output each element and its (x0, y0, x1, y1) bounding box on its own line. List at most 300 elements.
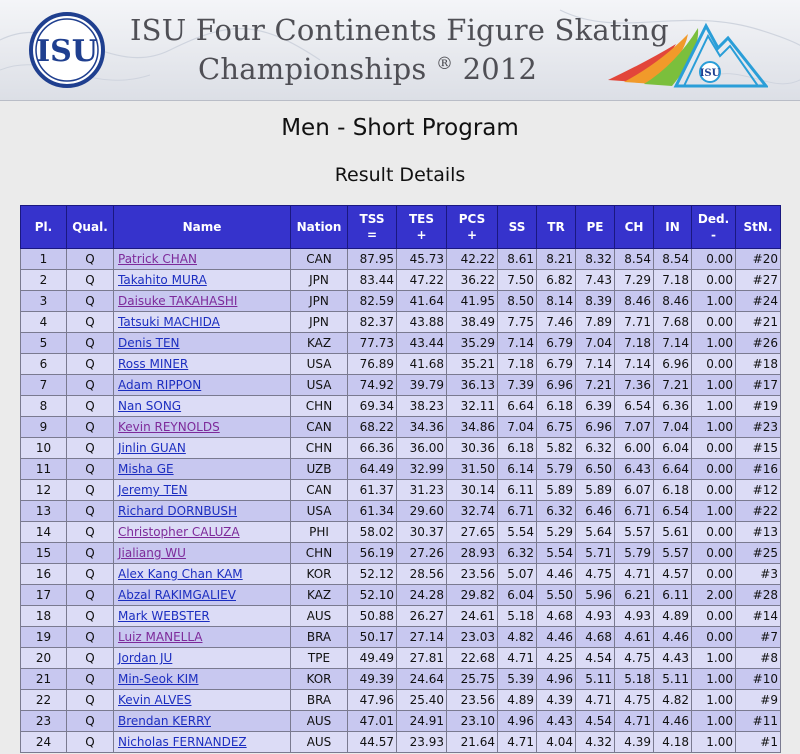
skater-name-cell (114, 732, 291, 753)
tes-cell: 31.23 (397, 480, 447, 501)
ss-cell: 7.14 (498, 333, 537, 354)
four-continents-mountain-logo (606, 22, 768, 90)
header-starting-number-label: StN. (743, 220, 773, 234)
in-cell: 4.82 (654, 690, 692, 711)
in-cell: 6.11 (654, 585, 692, 606)
deductions-cell: 1.00 (692, 732, 736, 753)
tes-cell: 27.26 (397, 543, 447, 564)
qualification-cell: Q (67, 606, 114, 627)
in-cell: 6.96 (654, 354, 692, 375)
tes-cell: 27.81 (397, 648, 447, 669)
ch-cell: 6.21 (615, 585, 654, 606)
deductions-cell: 2.00 (692, 585, 736, 606)
starting-number-cell: #17 (736, 375, 781, 396)
skater-name-cell (114, 354, 291, 375)
nation-cell: CHN (291, 438, 348, 459)
header-name (114, 206, 291, 249)
pe-cell: 5.71 (576, 543, 615, 564)
ss-cell: 5.07 (498, 564, 537, 585)
deductions-cell: 1.00 (692, 711, 736, 732)
pcs-cell: 35.29 (447, 333, 498, 354)
ss-cell: 6.64 (498, 396, 537, 417)
header-tss (348, 206, 397, 249)
tr-cell: 5.54 (537, 543, 576, 564)
tr-cell: 6.82 (537, 270, 576, 291)
banner-championships-text: Championships (198, 52, 427, 86)
pe-cell: 6.39 (576, 396, 615, 417)
tr-cell: 4.96 (537, 669, 576, 690)
pe-cell: 4.54 (576, 648, 615, 669)
championship-banner (0, 0, 800, 101)
ch-cell: 7.18 (615, 333, 654, 354)
starting-number-cell: #20 (736, 249, 781, 270)
skater-name-link[interactable]: Brendan KERRY (118, 714, 211, 728)
nation-cell: UZB (291, 459, 348, 480)
skater-name-link[interactable]: Christopher CALUZA (118, 525, 240, 539)
tss-cell: 69.34 (348, 396, 397, 417)
in-cell: 6.54 (654, 501, 692, 522)
tes-cell: 34.36 (397, 417, 447, 438)
ch-cell: 8.46 (615, 291, 654, 312)
ch-cell: 6.07 (615, 480, 654, 501)
skater-name-link[interactable]: Jordan JU (118, 651, 173, 665)
pe-cell: 6.50 (576, 459, 615, 480)
tr-cell: 4.46 (537, 564, 576, 585)
tss-cell: 64.49 (348, 459, 397, 480)
starting-number-cell: #1 (736, 732, 781, 753)
pe-cell: 7.43 (576, 270, 615, 291)
pe-cell: 6.32 (576, 438, 615, 459)
pcs-cell: 30.36 (447, 438, 498, 459)
place-cell: 5 (21, 333, 67, 354)
skater-name-cell (114, 564, 291, 585)
registered-mark: ® (435, 54, 454, 74)
nation-cell: JPN (291, 270, 348, 291)
starting-number-cell: #8 (736, 648, 781, 669)
skater-name-link[interactable]: Jinlin GUAN (118, 441, 186, 455)
starting-number-cell: #11 (736, 711, 781, 732)
deductions-cell: 1.00 (692, 648, 736, 669)
qualification-cell: Q (67, 480, 114, 501)
deductions-cell: 1.00 (692, 690, 736, 711)
in-cell: 8.54 (654, 249, 692, 270)
ss-cell: 6.14 (498, 459, 537, 480)
nation-cell: KOR (291, 669, 348, 690)
tr-cell: 5.29 (537, 522, 576, 543)
place-cell: 7 (21, 375, 67, 396)
in-cell: 7.21 (654, 375, 692, 396)
skater-name-cell (114, 249, 291, 270)
ss-cell: 6.71 (498, 501, 537, 522)
header-ss-label: SS (508, 220, 526, 234)
deductions-cell: 0.00 (692, 270, 736, 291)
skater-name-link[interactable]: Tatsuki MACHIDA (118, 315, 220, 329)
tss-cell: 82.37 (348, 312, 397, 333)
tes-cell: 39.79 (397, 375, 447, 396)
in-cell: 7.04 (654, 417, 692, 438)
tr-cell: 5.89 (537, 480, 576, 501)
banner-title-line2 (198, 52, 537, 86)
place-cell: 9 (21, 417, 67, 438)
pe-cell: 5.11 (576, 669, 615, 690)
header-place-label: Pl. (34, 220, 53, 234)
place-cell: 1 (21, 249, 67, 270)
tss-cell: 52.10 (348, 585, 397, 606)
starting-number-cell: #28 (736, 585, 781, 606)
ss-cell: 8.61 (498, 249, 537, 270)
tes-cell: 36.00 (397, 438, 447, 459)
pe-cell: 4.54 (576, 711, 615, 732)
skater-name-link[interactable]: Jeremy TEN (118, 483, 188, 497)
place-cell: 17 (21, 585, 67, 606)
qualification-cell: Q (67, 585, 114, 606)
in-cell: 5.61 (654, 522, 692, 543)
header-qualification (67, 206, 114, 249)
starting-number-cell: #12 (736, 480, 781, 501)
ch-cell: 7.29 (615, 270, 654, 291)
header-deductions-operator: - (711, 228, 716, 242)
pcs-cell: 23.56 (447, 564, 498, 585)
table-row (21, 354, 781, 375)
tr-cell: 5.79 (537, 459, 576, 480)
table-row (21, 291, 781, 312)
ch-cell: 7.07 (615, 417, 654, 438)
pcs-cell: 36.13 (447, 375, 498, 396)
banner-title-line1: ISU Four Continents Figure Skating (130, 13, 669, 47)
table-row (21, 333, 781, 354)
skater-name-link[interactable]: Abzal RAKIMGALIEV (118, 588, 236, 602)
ss-cell: 6.11 (498, 480, 537, 501)
table-row (21, 438, 781, 459)
pe-cell: 4.71 (576, 690, 615, 711)
ch-cell: 8.54 (615, 249, 654, 270)
skater-name-link[interactable]: Takahito MURA (118, 273, 207, 287)
place-cell: 4 (21, 312, 67, 333)
tes-cell: 38.23 (397, 396, 447, 417)
tes-cell: 29.60 (397, 501, 447, 522)
header-tss-operator: = (366, 228, 378, 242)
nation-cell: PHI (291, 522, 348, 543)
place-cell: 14 (21, 522, 67, 543)
header-pcs-operator: + (466, 228, 478, 242)
qualification-cell: Q (67, 459, 114, 480)
in-cell: 4.57 (654, 564, 692, 585)
qualification-cell: Q (67, 354, 114, 375)
ch-cell: 4.75 (615, 648, 654, 669)
qualification-cell: Q (67, 564, 114, 585)
tss-cell: 82.59 (348, 291, 397, 312)
tr-cell: 6.79 (537, 333, 576, 354)
starting-number-cell: #18 (736, 354, 781, 375)
skater-name-link[interactable]: Misha GE (118, 462, 174, 476)
tes-cell: 43.88 (397, 312, 447, 333)
tr-cell: 6.18 (537, 396, 576, 417)
pe-cell: 5.64 (576, 522, 615, 543)
skater-name-cell (114, 627, 291, 648)
header-pcs-label: PCS (458, 212, 486, 226)
header-place (21, 206, 67, 249)
pcs-cell: 30.14 (447, 480, 498, 501)
header-ss (498, 206, 537, 249)
qualification-cell: Q (67, 270, 114, 291)
ss-cell: 7.75 (498, 312, 537, 333)
deductions-cell: 0.00 (692, 522, 736, 543)
qualification-cell: Q (67, 522, 114, 543)
qualification-cell: Q (67, 732, 114, 753)
header-ch (615, 206, 654, 249)
table-row (21, 648, 781, 669)
skater-name-link[interactable]: Nan SONG (118, 399, 182, 413)
place-cell: 23 (21, 711, 67, 732)
ss-cell: 4.71 (498, 648, 537, 669)
starting-number-cell: #25 (736, 543, 781, 564)
skater-name-link[interactable]: Patrick CHAN (118, 252, 197, 266)
pcs-cell: 28.93 (447, 543, 498, 564)
table-row (21, 480, 781, 501)
deductions-cell: 1.00 (692, 333, 736, 354)
ch-cell: 7.14 (615, 354, 654, 375)
tr-cell: 4.68 (537, 606, 576, 627)
skater-name-cell (114, 585, 291, 606)
skater-name-link[interactable]: Richard DORNBUSH (118, 504, 238, 518)
table-row (21, 585, 781, 606)
place-cell: 10 (21, 438, 67, 459)
tes-cell: 43.44 (397, 333, 447, 354)
pcs-cell: 21.64 (447, 732, 498, 753)
skater-name-cell (114, 606, 291, 627)
header-ch-label: CH (624, 220, 644, 234)
in-cell: 7.18 (654, 270, 692, 291)
table-row (21, 543, 781, 564)
tss-cell: 77.73 (348, 333, 397, 354)
deductions-cell: 0.00 (692, 627, 736, 648)
tss-cell: 76.89 (348, 354, 397, 375)
table-row (21, 312, 781, 333)
tss-cell: 83.44 (348, 270, 397, 291)
nation-cell: USA (291, 501, 348, 522)
tes-cell: 24.64 (397, 669, 447, 690)
isu-logo[interactable] (29, 12, 105, 88)
skater-name-link[interactable]: Kevin REYNOLDS (118, 420, 220, 434)
header-starting-number (736, 206, 781, 249)
deductions-cell: 0.00 (692, 480, 736, 501)
in-cell: 5.11 (654, 669, 692, 690)
pe-cell: 4.75 (576, 564, 615, 585)
tr-cell: 4.25 (537, 648, 576, 669)
nation-cell: CAN (291, 480, 348, 501)
pe-cell: 7.89 (576, 312, 615, 333)
deductions-cell: 0.00 (692, 564, 736, 585)
qualification-cell: Q (67, 627, 114, 648)
place-cell: 6 (21, 354, 67, 375)
pe-cell: 4.68 (576, 627, 615, 648)
header-in (654, 206, 692, 249)
ss-cell: 5.54 (498, 522, 537, 543)
pcs-cell: 29.82 (447, 585, 498, 606)
ss-cell: 7.50 (498, 270, 537, 291)
in-cell: 6.04 (654, 438, 692, 459)
table-row (21, 396, 781, 417)
skater-name-link[interactable]: Min-Seok KIM (118, 672, 199, 686)
pe-cell: 7.14 (576, 354, 615, 375)
pcs-cell: 22.68 (447, 648, 498, 669)
ss-cell: 8.50 (498, 291, 537, 312)
header-tr-label: TR (547, 220, 565, 234)
table-row (21, 690, 781, 711)
tr-cell: 8.14 (537, 291, 576, 312)
starting-number-cell: #16 (736, 459, 781, 480)
section-title: Result Details (334, 164, 466, 186)
pcs-cell: 32.11 (447, 396, 498, 417)
ch-cell: 6.43 (615, 459, 654, 480)
tss-cell: 47.01 (348, 711, 397, 732)
ss-cell: 6.18 (498, 438, 537, 459)
qualification-cell: Q (67, 543, 114, 564)
in-cell: 4.46 (654, 711, 692, 732)
starting-number-cell: #13 (736, 522, 781, 543)
skater-name-cell (114, 648, 291, 669)
header-qualification-label: Qual. (72, 220, 108, 234)
skater-name-link[interactable]: Ross MINER (118, 357, 189, 371)
place-cell: 24 (21, 732, 67, 753)
table-row (21, 270, 781, 291)
deductions-cell: 1.00 (692, 501, 736, 522)
skater-name-cell (114, 375, 291, 396)
deductions-cell: 0.00 (692, 249, 736, 270)
skater-name-link[interactable]: Adam RIPPON (118, 378, 202, 392)
skater-name-link[interactable]: Luiz MANELLA (118, 630, 203, 644)
pcs-cell: 36.22 (447, 270, 498, 291)
nation-cell: AUS (291, 732, 348, 753)
header-tss-label: TSS (359, 212, 385, 226)
tes-cell: 28.56 (397, 564, 447, 585)
in-cell: 7.68 (654, 312, 692, 333)
in-cell: 4.43 (654, 648, 692, 669)
tss-cell: 66.36 (348, 438, 397, 459)
skater-name-cell (114, 396, 291, 417)
tss-cell: 56.19 (348, 543, 397, 564)
ss-cell: 7.39 (498, 375, 537, 396)
header-nation (291, 206, 348, 249)
tes-cell: 32.99 (397, 459, 447, 480)
place-cell: 2 (21, 270, 67, 291)
table-row (21, 564, 781, 585)
tes-cell: 24.91 (397, 711, 447, 732)
nation-cell: CHN (291, 543, 348, 564)
in-cell: 6.64 (654, 459, 692, 480)
tss-cell: 52.12 (348, 564, 397, 585)
nation-cell: BRA (291, 627, 348, 648)
tss-cell: 49.39 (348, 669, 397, 690)
qualification-cell: Q (67, 690, 114, 711)
qualification-cell: Q (67, 396, 114, 417)
starting-number-cell: #10 (736, 669, 781, 690)
results-table-body (21, 249, 781, 753)
qualification-cell: Q (67, 711, 114, 732)
skater-name-cell (114, 333, 291, 354)
header-deductions (692, 206, 736, 249)
ss-cell: 6.32 (498, 543, 537, 564)
tss-cell: 44.57 (348, 732, 397, 753)
place-cell: 21 (21, 669, 67, 690)
pcs-cell: 38.49 (447, 312, 498, 333)
header-nation-label: Nation (296, 220, 342, 234)
tes-cell: 47.22 (397, 270, 447, 291)
skater-name-link[interactable]: Daisuke TAKAHASHI (118, 294, 238, 308)
skater-name-link[interactable]: Nicholas FERNANDEZ (118, 735, 247, 749)
header-pcs (447, 206, 498, 249)
pcs-cell: 31.50 (447, 459, 498, 480)
ch-cell: 5.57 (615, 522, 654, 543)
ch-cell: 4.39 (615, 732, 654, 753)
ch-cell: 6.71 (615, 501, 654, 522)
skater-name-link[interactable]: Jialiang WU (118, 546, 186, 560)
pe-cell: 4.32 (576, 732, 615, 753)
pcs-cell: 32.74 (447, 501, 498, 522)
skater-name-cell (114, 438, 291, 459)
in-cell: 7.14 (654, 333, 692, 354)
deductions-cell: 0.00 (692, 438, 736, 459)
ch-cell: 7.36 (615, 375, 654, 396)
header-tes-operator: + (416, 228, 427, 242)
in-cell: 5.57 (654, 543, 692, 564)
skater-name-link[interactable]: Mark WEBSTER (118, 609, 210, 623)
skater-name-link[interactable]: Kevin ALVES (118, 693, 192, 707)
isu-logo-text: ISU (36, 34, 98, 69)
table-row (21, 459, 781, 480)
tss-cell: 58.02 (348, 522, 397, 543)
pcs-cell: 27.65 (447, 522, 498, 543)
ch-cell: 6.00 (615, 438, 654, 459)
table-row (21, 711, 781, 732)
header-tes (397, 206, 447, 249)
tes-cell: 24.28 (397, 585, 447, 606)
skater-name-cell (114, 501, 291, 522)
starting-number-cell: #27 (736, 270, 781, 291)
nation-cell: KOR (291, 564, 348, 585)
pcs-cell: 35.21 (447, 354, 498, 375)
pe-cell: 5.96 (576, 585, 615, 606)
place-cell: 18 (21, 606, 67, 627)
place-cell: 3 (21, 291, 67, 312)
tes-cell: 45.73 (397, 249, 447, 270)
in-cell: 8.46 (654, 291, 692, 312)
ch-cell: 4.93 (615, 606, 654, 627)
tr-cell: 4.43 (537, 711, 576, 732)
table-header-row (21, 206, 781, 249)
header-tr (537, 206, 576, 249)
ss-cell: 4.89 (498, 690, 537, 711)
tss-cell: 61.34 (348, 501, 397, 522)
skater-name-cell (114, 291, 291, 312)
tr-cell: 6.96 (537, 375, 576, 396)
deductions-cell: 0.00 (692, 312, 736, 333)
header-deductions-label: Ded. (697, 212, 730, 226)
nation-cell: BRA (291, 690, 348, 711)
skater-name-link[interactable]: Denis TEN (118, 336, 180, 350)
ch-cell: 5.79 (615, 543, 654, 564)
ch-cell: 4.75 (615, 690, 654, 711)
in-cell: 6.36 (654, 396, 692, 417)
deductions-cell: 1.00 (692, 396, 736, 417)
ss-cell: 7.18 (498, 354, 537, 375)
tss-cell: 74.92 (348, 375, 397, 396)
tes-cell: 27.14 (397, 627, 447, 648)
qualification-cell: Q (67, 417, 114, 438)
ss-cell: 4.71 (498, 732, 537, 753)
skater-name-link[interactable]: Alex Kang Chan KAM (118, 567, 243, 581)
place-cell: 16 (21, 564, 67, 585)
